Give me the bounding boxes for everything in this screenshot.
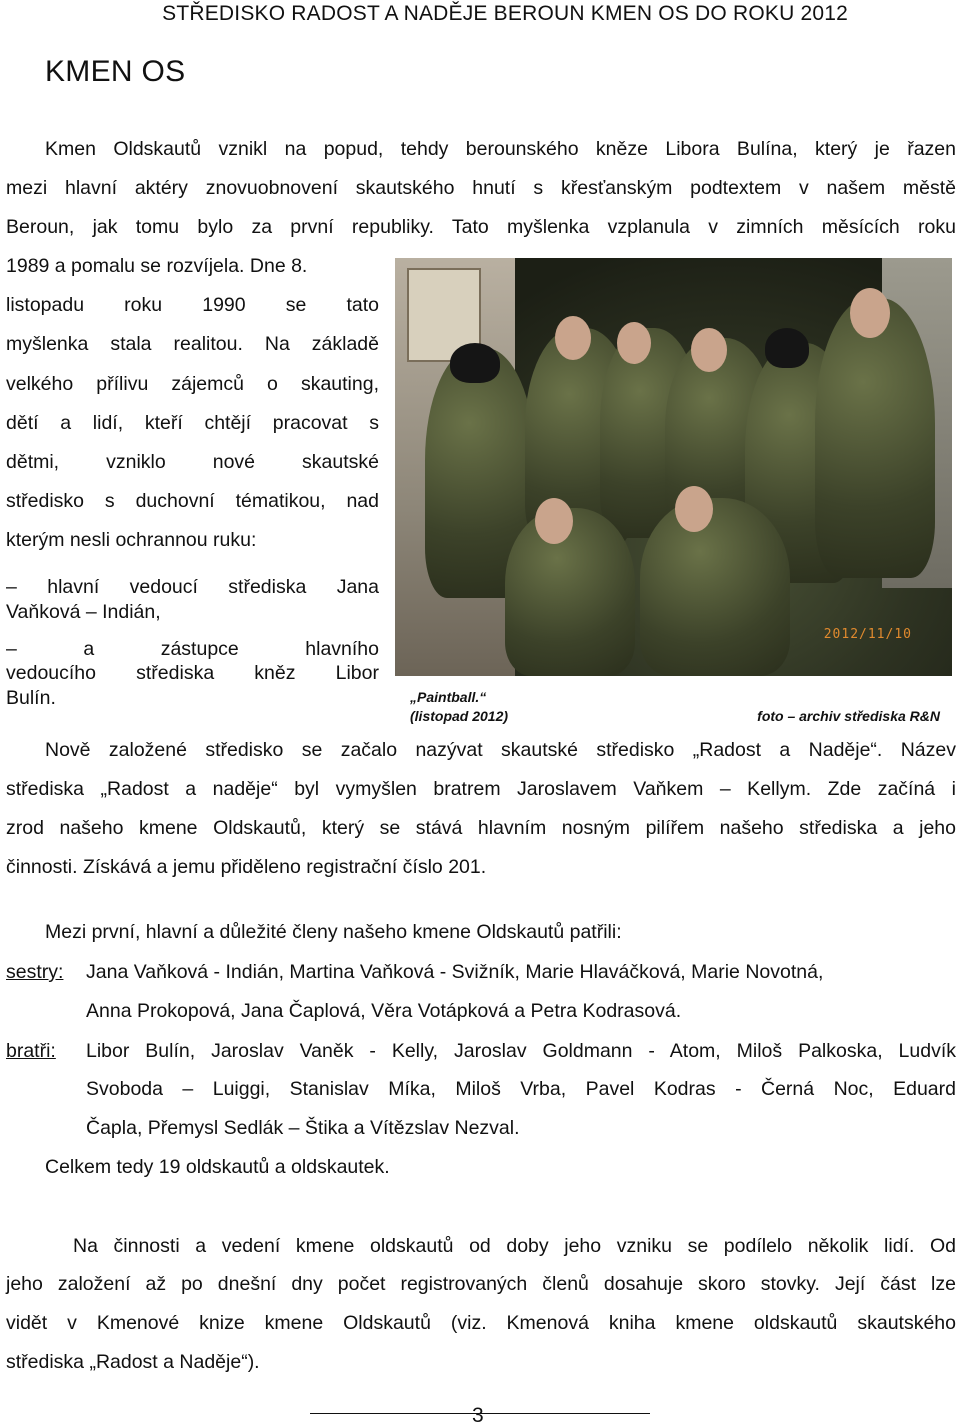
intro-line: Kmen Oldskautů vznikl na popud, tehdy berounského kněze Libora Bulína, který je řazen	[45, 138, 956, 160]
column-line: myšlenka stala realitou. Na základě	[6, 333, 379, 355]
paragraph-line: Nově založené středisko se začalo nazývat skautské středisko „Radost a Naděje“. Název	[45, 739, 956, 761]
intro-line: mezi hlavní aktéry znovuobnovení skautského hnutí s křesťanským podtextem v našem městě	[6, 177, 956, 199]
page-title: KMEN OS	[45, 55, 186, 88]
paragraph-line: Na činnosti a vedení kmene oldskautů od doby jeho vzniku se podílelo několik lidí. Od	[73, 1235, 956, 1257]
list-item: – a zástupce hlavního	[6, 638, 379, 660]
column-line: listopadu roku 1990 se tato	[6, 294, 379, 316]
brothers-line: Svoboda – Luiggi, Stanislav Míka, Miloš Vrba, Pavel Kodras - Černá Noc, Eduard	[86, 1078, 956, 1100]
photo-caption-credit: foto – archiv střediska R&N	[757, 708, 940, 724]
photo-face	[535, 498, 573, 544]
column-line: kterým nesli ochrannou ruku:	[6, 529, 257, 551]
column-line: dětí a lidí, kteří chtějí pracovat s	[6, 412, 379, 434]
list-item: vedoucího střediska kněz Libor	[6, 662, 379, 684]
paragraph-line: střediska „Radost a Naděje“).	[6, 1351, 260, 1373]
paragraph-line: vidět v Kmenové knize kmene Oldskautů (viz. Kmenová kniha kmene oldskautů skautského	[6, 1312, 956, 1334]
brothers-label: bratři:	[6, 1040, 56, 1062]
paragraph-line: střediska „Radost a naděje“ byl vymyšlen bratrem Jaroslavem Vaňkem – Kellym. Zde začíná i	[6, 778, 956, 800]
photo-person	[640, 498, 790, 676]
photo-face	[675, 486, 713, 532]
photo-helmet	[450, 343, 500, 383]
photo-face	[617, 322, 651, 364]
column-line: středisko s duchovní tématikou, nad	[6, 490, 379, 512]
intro-line: 1989 a pomalu se rozvíjela. Dne 8.	[6, 255, 308, 277]
sisters-line: Anna Prokopová, Jana Čaplová, Věra Votápková a Petra Kodrasová.	[86, 1000, 682, 1022]
photo-caption-title: „Paintball.“	[410, 689, 487, 705]
photo-person	[815, 298, 935, 578]
intro-line: Beroun, jak tomu bylo za první republiky. Tato myšlenka vzplanula v zimních měsících roku	[6, 216, 956, 238]
page-number: 3	[472, 1404, 484, 1427]
members-intro: Mezi první, hlavní a důležité členy našeho kmene Oldskautů patřili:	[45, 921, 622, 943]
sisters-line: Jana Vaňková - Indián, Martina Vaňková - Svižník, Marie Hlaváčková, Marie Novotná,	[86, 961, 824, 983]
sisters-label: sestry:	[6, 961, 64, 983]
paragraph-line: jeho založení až po dnešní dny počet registrovaných členů dosahuje skoro stovky. Její část lze	[6, 1273, 956, 1295]
column-line: velkého přílivu zájemců o skauting,	[6, 373, 379, 395]
list-item: Bulín.	[6, 687, 56, 709]
photo-caption-date: (listopad 2012)	[410, 708, 509, 724]
paragraph-line: zrod našeho kmene Oldskautů, který se stává hlavním nosným pilířem našeho střediska a jeho	[6, 817, 956, 839]
brothers-line: Čapla, Přemysl Sedlák – Štika a Vítězslav Nezval.	[86, 1117, 520, 1139]
column-line: dětmi, vzniklo nové skautské	[6, 451, 379, 473]
paintball-photo	[395, 258, 952, 676]
photo-face	[850, 288, 890, 338]
photo-date-stamp: 2012/11/10	[823, 627, 912, 642]
list-item: – hlavní vedoucí střediska Jana	[6, 576, 379, 598]
photo-helmet	[765, 328, 809, 368]
paragraph-line: činnosti. Získává a jemu přiděleno registrační číslo 201.	[6, 856, 487, 878]
members-total: Celkem tedy 19 oldskautů a oldskautek.	[45, 1156, 390, 1178]
list-item: Vaňková – Indián,	[6, 601, 161, 623]
page-header: STŘEDISKO RADOST A NADĚJE BEROUN KMEN OS DO ROKU 2012	[162, 2, 848, 25]
brothers-line: Libor Bulín, Jaroslav Vaněk - Kelly, Jaroslav Goldmann - Atom, Miloš Palkoska, Ludvík	[86, 1040, 956, 1062]
photo-face	[555, 316, 591, 360]
photo-face	[691, 328, 727, 372]
